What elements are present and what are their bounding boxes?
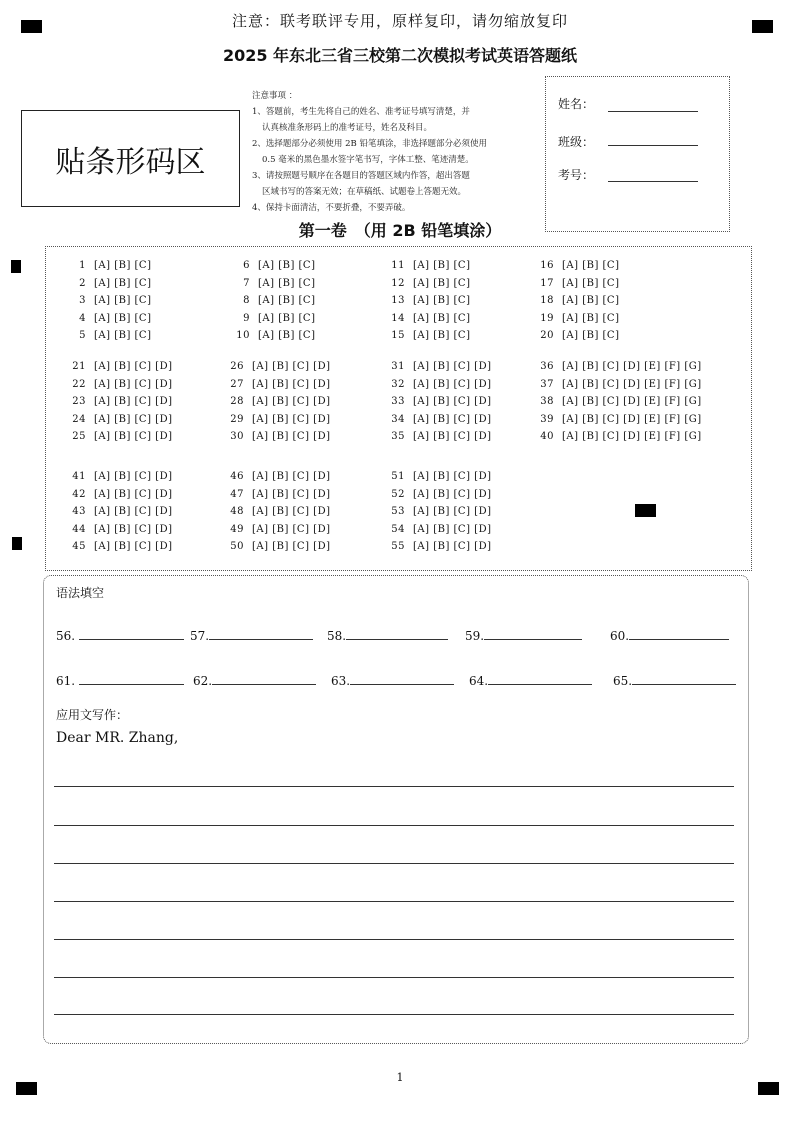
question-50[interactable] (226, 541, 331, 552)
question-7[interactable] (232, 278, 316, 289)
answer-options[interactable]: [A] [B] [C] (562, 277, 620, 289)
answer-options[interactable]: [A] [B] [C] [D] (94, 541, 173, 552)
question-number: 34 (391, 413, 405, 425)
answer-options[interactable]: [A] [B] [C] [D] (413, 506, 492, 517)
answer-options[interactable]: [A] [B] [C] [D] (94, 431, 173, 442)
question-2[interactable] (68, 278, 152, 289)
question-number: 4 (79, 312, 86, 324)
writing-line[interactable] (54, 901, 734, 902)
question-29[interactable] (226, 414, 331, 425)
question-27[interactable] (226, 379, 331, 390)
question-number: 25 (72, 431, 86, 442)
question-15[interactable] (387, 330, 471, 341)
question-number: 14 (391, 312, 405, 324)
question-44[interactable] (68, 524, 173, 535)
question-number: 28 (230, 396, 244, 407)
question-number: 23 (72, 396, 86, 407)
answer-options[interactable]: [A] [B] [C] (562, 260, 620, 271)
question-number: 18 (540, 295, 554, 306)
answer-options[interactable]: [A] [B] [C] [D] (413, 396, 492, 407)
answer-options[interactable]: [A] [B] [C] [D] (252, 413, 331, 425)
answer-options[interactable]: [A] [B] [C] [D] (252, 431, 331, 442)
instruction-line: 认真核准条形码上的准考证号，姓名及科目。 (262, 123, 433, 133)
question-number: 37 (540, 378, 554, 390)
answer-options[interactable]: [A] [B] [C] [D] (413, 378, 492, 390)
question-number: 2 (79, 277, 86, 289)
question-37[interactable] (536, 379, 702, 390)
question-number: 33 (391, 396, 405, 407)
question-number: 15 (391, 330, 405, 341)
question-number: 54 (391, 523, 405, 535)
question-12[interactable] (387, 278, 471, 289)
class-row (558, 133, 594, 150)
copy-notice: 注意：联考联评专用，原样复印，请勿缩放复印 (231, 12, 568, 30)
question-number: 10 (236, 330, 250, 341)
answer-options[interactable]: [A] [B] [C] [D] (94, 361, 173, 372)
answer-options[interactable]: [A] [B] [C] [D] [E] [F] [G] (562, 378, 702, 390)
question-51[interactable] (387, 471, 492, 482)
answer-options[interactable]: [A] [B] [C] [D] (94, 378, 173, 390)
answer-options[interactable]: [A] [B] [C] (94, 295, 152, 306)
question-number: 50 (230, 541, 244, 552)
question-26[interactable] (226, 361, 331, 372)
question-49[interactable] (226, 524, 331, 535)
question-17[interactable] (536, 278, 620, 289)
answer-options[interactable]: [A] [B] [C] [D] (413, 523, 492, 535)
question-number: 19 (540, 312, 554, 324)
blank-58[interactable]: 58. (327, 629, 448, 643)
question-25[interactable] (68, 431, 173, 442)
answer-options[interactable]: [A] [B] [C] (413, 295, 471, 306)
question-42[interactable] (68, 489, 173, 500)
question-number: 7 (243, 277, 250, 289)
writing-line[interactable] (54, 939, 734, 940)
question-number: 52 (391, 488, 405, 500)
question-53[interactable] (387, 506, 492, 517)
answer-options[interactable]: [A] [B] [C] [D] (94, 471, 173, 482)
question-number: 20 (540, 330, 554, 341)
blank-59[interactable]: 59. (465, 629, 582, 643)
question-number: 29 (230, 413, 244, 425)
question-number: 35 (391, 431, 405, 442)
question-number: 1 (79, 260, 86, 271)
instructions-heading: 注意事项 ： (252, 91, 298, 101)
answer-options[interactable]: [A] [B] [C] (562, 330, 620, 341)
blank-56[interactable]: 56. (56, 629, 184, 643)
question-11[interactable] (387, 260, 471, 271)
question-number: 3 (79, 295, 86, 306)
class-field[interactable] (608, 145, 698, 146)
name-row (558, 95, 594, 112)
answer-options[interactable]: [A] [B] [C] (258, 312, 316, 324)
answer-options[interactable]: [A] [B] [C] [D] [E] [F] [G] (562, 413, 702, 425)
question-14[interactable] (387, 313, 471, 324)
question-55[interactable] (387, 541, 492, 552)
answer-options[interactable]: [A] [B] [C] [D] (94, 506, 173, 517)
question-24[interactable] (68, 414, 173, 425)
question-28[interactable] (226, 396, 331, 407)
question-number: 38 (540, 396, 554, 407)
question-number: 41 (72, 471, 86, 482)
question-number: 42 (72, 488, 86, 500)
question-number: 17 (540, 277, 554, 289)
question-16[interactable] (536, 260, 620, 271)
registration-mark (12, 537, 22, 550)
document-title: 2025 年东北三省三校第二次模拟考试英语答题纸 (222, 46, 578, 65)
answer-options[interactable]: [A] [B] [C] (94, 260, 152, 271)
question-number: 53 (391, 506, 405, 517)
answer-options[interactable]: [A] [B] [C] (258, 295, 316, 306)
question-number: 43 (72, 506, 86, 517)
question-23[interactable] (68, 396, 173, 407)
answer-options[interactable]: [A] [B] [C] (562, 312, 620, 324)
question-number: 47 (230, 488, 244, 500)
question-number: 8 (243, 295, 250, 306)
question-number: 24 (72, 413, 86, 425)
question-45[interactable] (68, 541, 173, 552)
answer-options[interactable]: [A] [B] [C] [D] (252, 471, 331, 482)
question-41[interactable] (68, 471, 173, 482)
answer-options[interactable]: [A] [B] [C] [D] [E] [F] [G] (562, 361, 702, 372)
answer-options[interactable]: [A] [B] [C] [D] (252, 541, 331, 552)
answer-options[interactable]: [A] [B] [C] [D] (94, 413, 173, 425)
question-47[interactable] (226, 489, 331, 500)
question-13[interactable] (387, 295, 471, 306)
question-21[interactable] (68, 361, 173, 372)
student-info-box (545, 76, 730, 232)
answer-options[interactable]: [A] [B] [C] (413, 330, 471, 341)
exam-no-row (558, 166, 594, 183)
blank-65[interactable]: 65. (613, 674, 736, 688)
question-6[interactable] (232, 260, 316, 271)
salutation: Dear MR. Zhang, (56, 730, 179, 746)
answer-options[interactable]: [A] [B] [C] (562, 295, 620, 306)
question-number: 40 (540, 431, 554, 442)
question-40[interactable] (536, 431, 702, 442)
answer-options[interactable]: [A] [B] [C] [D] (94, 396, 173, 407)
question-number: 31 (391, 361, 405, 372)
instruction-line: 0.5 毫米的黑色墨水签字笔书写，字体工整、笔迹清楚。 (262, 155, 474, 165)
writing-line[interactable] (54, 1014, 734, 1015)
question-34[interactable] (387, 414, 492, 425)
instruction-line: 3、请按照题号顺序在各题目的答题区域内作答，超出答题 (252, 171, 470, 181)
multiple-choice-area (45, 246, 752, 571)
question-5[interactable] (68, 330, 152, 341)
answer-options[interactable]: [A] [B] [C] [D] (413, 541, 492, 552)
grammar-label: 语法填空 (56, 586, 105, 600)
instruction-line: 2、选择题部分必须使用 2B 铅笔填涂，非选择题部分必须使用 (252, 139, 487, 149)
question-46[interactable] (226, 471, 331, 482)
writing-line[interactable] (54, 863, 734, 864)
blank-64[interactable]: 64. (469, 674, 592, 688)
question-number: 9 (243, 312, 250, 324)
question-18[interactable] (536, 295, 620, 306)
question-35[interactable] (387, 431, 492, 442)
answer-options[interactable]: [A] [B] [C] (258, 260, 316, 271)
writing-line[interactable] (54, 786, 734, 787)
exam-no-field[interactable] (608, 181, 698, 182)
answer-options[interactable]: [A] [B] [C] [D] (413, 361, 492, 372)
question-48[interactable] (226, 506, 331, 517)
question-number: 27 (230, 378, 244, 390)
answer-options[interactable]: [A] [B] [C] [D] (94, 488, 173, 500)
blank-62[interactable]: 62. (193, 674, 316, 688)
question-number: 12 (391, 277, 405, 289)
question-number: 16 (540, 260, 554, 271)
question-10[interactable] (232, 330, 316, 341)
question-number: 22 (72, 378, 86, 390)
answer-options[interactable]: [A] [B] [C] (94, 277, 152, 289)
answer-options[interactable]: [A] [B] [C] [D] [E] [F] [G] (562, 396, 702, 407)
answer-options[interactable]: [A] [B] [C] [D] (413, 471, 492, 482)
writing-label: 应用文写作： (56, 708, 129, 722)
question-number: 11 (391, 260, 405, 271)
question-number: 21 (72, 361, 86, 372)
name-field[interactable] (608, 111, 698, 112)
writing-line[interactable] (54, 977, 734, 978)
answer-options[interactable]: [A] [B] [C] (413, 312, 471, 324)
question-39[interactable] (536, 414, 702, 425)
question-number: 26 (230, 361, 244, 372)
question-52[interactable] (387, 489, 492, 500)
answer-options[interactable]: [A] [B] [C] (413, 260, 471, 271)
class-label: 班级： (558, 135, 595, 149)
question-number: 32 (391, 378, 405, 390)
question-number: 48 (230, 506, 244, 517)
answer-options[interactable]: [A] [B] [C] [D] (413, 488, 492, 500)
question-number: 55 (391, 541, 405, 552)
answer-options[interactable]: [A] [B] [C] (258, 277, 316, 289)
instruction-line: 1、答题前，考生先将自己的姓名、准考证号填写清楚，并 (252, 107, 470, 117)
answer-options[interactable]: [A] [B] [C] [D] (252, 378, 331, 390)
barcode-area: 贴条形码区 (21, 110, 240, 207)
answer-options[interactable]: [A] [B] [C] (94, 330, 152, 341)
question-43[interactable] (68, 506, 173, 517)
question-38[interactable] (536, 396, 702, 407)
question-number: 49 (230, 523, 244, 535)
writing-line[interactable] (54, 825, 734, 826)
blank-63[interactable]: 63. (331, 674, 454, 688)
blank-61[interactable]: 61. (56, 674, 184, 688)
question-54[interactable] (387, 524, 492, 535)
page-number: 1 (396, 1071, 404, 1084)
question-3[interactable] (68, 295, 152, 306)
answer-options[interactable]: [A] [B] [C] [D] [E] [F] [G] (562, 431, 702, 442)
blank-60[interactable]: 60. (610, 629, 729, 643)
question-22[interactable] (68, 379, 173, 390)
question-number: 6 (243, 260, 250, 271)
question-30[interactable] (226, 431, 331, 442)
registration-mark (11, 260, 21, 273)
question-number: 39 (540, 413, 554, 425)
question-1[interactable] (68, 260, 152, 271)
instruction-line: 区域书写的答案无效；在草稿纸、试题卷上答题无效。 (262, 187, 467, 197)
answer-options[interactable]: [A] [B] [C] (258, 330, 316, 341)
question-4[interactable] (68, 313, 152, 324)
section1-title: 第一卷 （用 2B 铅笔填涂） (298, 221, 502, 240)
answer-options[interactable]: [A] [B] [C] [D] (252, 396, 331, 407)
question-number: 46 (230, 471, 244, 482)
answer-options[interactable]: [A] [B] [C] (413, 277, 471, 289)
question-number: 51 (391, 471, 405, 482)
question-8[interactable] (232, 295, 316, 306)
question-19[interactable] (536, 313, 620, 324)
question-31[interactable] (387, 361, 492, 372)
question-number: 36 (540, 361, 554, 372)
answer-options[interactable]: [A] [B] [C] [D] (252, 361, 331, 372)
answer-options[interactable]: [A] [B] [C] [D] (94, 523, 173, 535)
question-32[interactable] (387, 379, 492, 390)
question-36[interactable] (536, 361, 702, 372)
question-33[interactable] (387, 396, 492, 407)
question-number: 13 (391, 295, 405, 306)
answer-options[interactable]: [A] [B] [C] [D] (252, 488, 331, 500)
writing-area (43, 575, 749, 1044)
instructions (252, 88, 507, 216)
answer-options[interactable]: [A] [B] [C] (94, 312, 152, 324)
blank-57[interactable]: 57. (190, 629, 313, 643)
exam-no-label: 考号： (558, 168, 595, 182)
answer-options[interactable]: [A] [B] [C] [D] (252, 523, 331, 535)
name-label: 姓名： (558, 97, 595, 111)
answer-options[interactable]: [A] [B] [C] [D] (413, 413, 492, 425)
question-9[interactable] (232, 313, 316, 324)
answer-options[interactable]: [A] [B] [C] [D] (413, 431, 492, 442)
answer-options[interactable]: [A] [B] [C] [D] (252, 506, 331, 517)
question-number: 30 (230, 431, 244, 442)
question-number: 45 (72, 541, 86, 552)
question-20[interactable] (536, 330, 620, 341)
question-number: 44 (72, 523, 86, 535)
question-number: 5 (79, 330, 86, 341)
instruction-line: 4、保持卡面清洁，不要折叠，不要弄破。 (252, 203, 411, 213)
